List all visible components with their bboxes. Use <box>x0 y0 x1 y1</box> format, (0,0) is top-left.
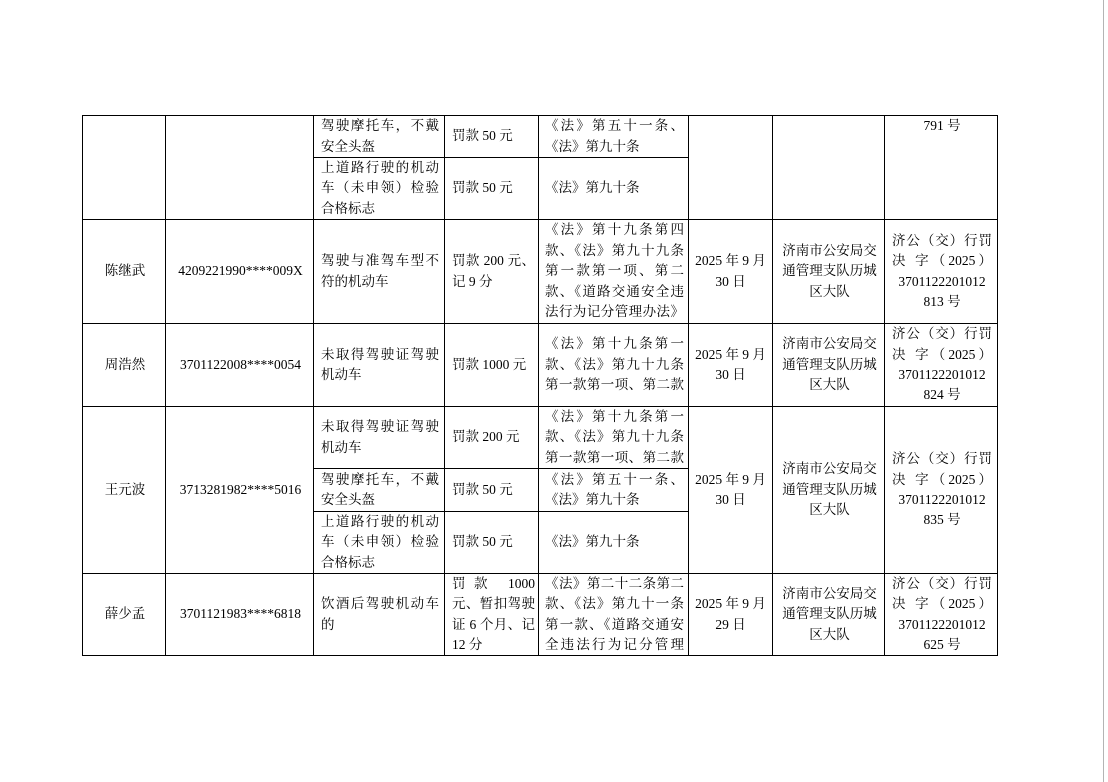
violation-line: 未取得驾驶证驾驶 <box>321 346 439 362</box>
authority-cell <box>773 324 885 407</box>
authority-line: 通管理支队历城 <box>782 356 877 372</box>
legal-basis-line: 款、《道路交通安全违 <box>545 283 684 299</box>
violation-cell <box>314 158 445 220</box>
penalty-line: 罚款 200 元 <box>452 429 520 445</box>
authority-line: 济南市公安局交 <box>782 461 877 477</box>
violation-cell <box>314 116 445 158</box>
legal-basis-line: 《法》第十九条第一 <box>545 336 684 352</box>
authority-cell <box>773 116 885 220</box>
penalty-line: 罚款 1000 <box>452 575 535 591</box>
id-number: 3701121983****6818 <box>180 606 301 622</box>
penalty-table <box>82 115 998 656</box>
id-number: 4209221990****009X <box>178 263 303 279</box>
legal-basis-line: 《法》第九十条 <box>545 138 640 154</box>
legal-basis-cell <box>539 116 689 158</box>
legal-basis-cell <box>539 324 689 407</box>
date-line: 2025 年 9 月 <box>695 471 766 487</box>
violation-line: 合格标志 <box>321 200 375 216</box>
penalty-line: 罚款 50 元 <box>452 128 513 144</box>
authority-line: 区大队 <box>809 502 850 518</box>
authority-cell <box>773 407 885 574</box>
penalty-line: 罚款 1000 元 <box>452 356 527 372</box>
person-name: 王元波 <box>104 481 146 497</box>
date-line: 2025 年 9 月 <box>695 596 766 612</box>
authority-cell <box>773 220 885 324</box>
page-edge <box>1103 0 1104 782</box>
legal-basis-line: 《法》第九十条 <box>545 492 640 507</box>
legal-basis-cell <box>539 158 689 220</box>
authority-cell <box>773 574 885 656</box>
penalty-cell <box>445 407 539 469</box>
penalty-cell <box>445 158 539 220</box>
legal-basis-line: 款、《法》第九十九条 <box>545 356 684 372</box>
legal-basis-line: 款、《法》第九十九条 <box>545 242 684 258</box>
legal-basis-line: 全违法行为记分管理 <box>545 636 684 652</box>
person-name: 陈继武 <box>104 263 146 279</box>
violation-line: 上道路行驶的机动 <box>321 513 439 529</box>
penalty-line: 罚款 50 元 <box>452 180 513 196</box>
decision-number-cell <box>885 574 998 656</box>
penalty-line: 罚款 50 元 <box>452 534 513 550</box>
violation-line: 未取得驾驶证驾驶 <box>321 419 439 435</box>
violation-line: 合格标志 <box>321 554 375 570</box>
violation-line: 符的机动车 <box>321 273 389 289</box>
authority-line: 区大队 <box>809 377 850 393</box>
name-cell <box>83 407 166 574</box>
decision-number-line: 决 字（2025） <box>892 596 992 612</box>
decision-number-line: 决 字（2025） <box>892 346 992 362</box>
decision-number-line: 824 号 <box>923 387 961 403</box>
penalty-cell <box>445 324 539 407</box>
violation-cell <box>314 324 445 407</box>
penalty-cell <box>445 574 539 656</box>
decision-number-line: 济公（交）行罚 <box>892 451 992 467</box>
name-cell <box>83 324 166 407</box>
legal-basis-cell <box>539 469 689 512</box>
penalty-line: 罚款 200 元、 <box>452 253 535 269</box>
date-cell <box>689 220 773 324</box>
date-cell <box>689 116 773 220</box>
date-line: 2025 年 9 月 <box>695 253 766 269</box>
penalty-line: 证 6 个月、记 <box>452 616 535 632</box>
authority-line: 区大队 <box>809 283 850 299</box>
decision-number-line: 决 字（2025） <box>892 471 992 487</box>
name-cell <box>83 574 166 656</box>
date-line: 2025 年 9 月 <box>695 346 766 362</box>
violation-line: 上道路行驶的机动 <box>321 159 439 175</box>
penalty-line: 12 分 <box>452 636 483 652</box>
legal-basis-cell <box>539 574 689 656</box>
authority-line: 济南市公安局交 <box>782 336 877 352</box>
penalty-cell <box>445 512 539 574</box>
violation-cell <box>314 407 445 469</box>
authority-line: 济南市公安局交 <box>782 242 877 258</box>
decision-number-line: 813 号 <box>923 293 961 309</box>
person-name: 周浩然 <box>104 356 146 372</box>
penalty-cell <box>445 116 539 158</box>
violation-line: 驾驶与准驾车型不 <box>321 253 439 269</box>
authority-line: 通管理支队历城 <box>782 481 877 497</box>
id-number-cell <box>166 116 314 220</box>
legal-basis-line: 《法》第十九条第一 <box>545 408 684 424</box>
penalty-line: 记 9 分 <box>452 273 493 289</box>
date-line: 29 日 <box>715 616 746 632</box>
penalty-cell <box>445 469 539 512</box>
legal-basis-line: 《法》第五十一条、 <box>545 118 684 134</box>
authority-line: 通管理支队历城 <box>782 606 877 622</box>
legal-basis-line: 《法》第九十条 <box>545 180 640 196</box>
date-cell <box>689 574 773 656</box>
decision-number-line: 835 号 <box>923 512 961 528</box>
decision-number-cell <box>885 220 998 324</box>
authority-line: 通管理支队历城 <box>782 263 877 279</box>
legal-basis-line: 款、《法》第九十一条 <box>545 596 684 612</box>
name-cell <box>83 116 166 220</box>
id-number-cell <box>166 574 314 656</box>
date-line: 30 日 <box>715 492 746 507</box>
id-number-cell <box>166 324 314 407</box>
date-line: 30 日 <box>715 273 746 289</box>
violation-line: 安全头盔 <box>321 492 375 507</box>
id-number-cell <box>166 407 314 574</box>
decision-number-line: 3701122201012 <box>898 492 986 507</box>
violation-line: 车（未申领）检验 <box>321 180 439 196</box>
date-cell <box>689 407 773 574</box>
legal-basis-line: 《法》第十九条第四 <box>545 222 684 238</box>
id-number: 3701122008****0054 <box>180 356 301 372</box>
legal-basis-line: 第一款第一项、第二款 <box>545 377 684 393</box>
legal-basis-line: 《法》第二十二条第二 <box>545 575 684 591</box>
violation-line: 驾驶摩托车，不戴 <box>321 471 439 487</box>
authority-line: 区大队 <box>809 626 850 642</box>
decision-number-line: 济公（交）行罚 <box>892 326 992 342</box>
penalty-line: 元、暂扣驾驶 <box>452 596 535 612</box>
decision-number-line: 决 字（2025） <box>892 253 992 269</box>
legal-basis-line: 第一款第一项、第二 <box>545 263 684 279</box>
violation-cell <box>314 469 445 512</box>
decision-number-line: 济公（交）行罚 <box>892 575 992 591</box>
decision-number-line: 3701122201012 <box>898 367 986 382</box>
decision-number-cell <box>885 116 998 220</box>
violation-line: 机动车 <box>321 367 362 382</box>
decision-number-cell <box>885 407 998 574</box>
decision-number-line: 3701122201012 <box>898 616 986 632</box>
violation-line: 机动车 <box>321 439 362 455</box>
legal-basis-line: 第一款、《道路交通安 <box>545 616 684 632</box>
legal-basis-line: 款、《法》第九十九条 <box>545 429 684 445</box>
violation-line: 饮酒后驾驶机动车 <box>321 596 439 612</box>
decision-number-line: 791 号 <box>923 118 961 133</box>
violation-line: 驾驶摩托车，不戴 <box>321 118 439 134</box>
legal-basis-cell <box>539 407 689 469</box>
violation-line: 车（未申领）检验 <box>321 534 439 550</box>
id-number: 3713281982****5016 <box>179 481 302 497</box>
date-line: 30 日 <box>715 367 746 382</box>
violation-line: 的 <box>321 616 335 632</box>
authority-line: 济南市公安局交 <box>782 585 877 601</box>
decision-number-line: 济公（交）行罚 <box>892 232 992 248</box>
penalty-cell <box>445 220 539 324</box>
person-name: 薛少孟 <box>104 606 146 622</box>
violation-line: 安全头盔 <box>321 138 375 154</box>
legal-basis-line: 《法》第九十条 <box>545 534 640 550</box>
violation-cell <box>314 574 445 656</box>
legal-basis-line: 《法》第五十一条、 <box>545 471 684 487</box>
legal-basis-cell <box>539 220 689 324</box>
decision-number-line: 3701122201012 <box>898 273 986 289</box>
violation-cell <box>314 220 445 324</box>
legal-basis-cell <box>539 512 689 574</box>
penalty-line: 罚款 50 元 <box>452 481 513 497</box>
id-number-cell <box>166 220 314 324</box>
decision-number-line: 625 号 <box>923 636 961 652</box>
date-cell <box>689 324 773 407</box>
legal-basis-line: 法行为记分管理办法》 <box>545 304 684 320</box>
decision-number-cell <box>885 324 998 407</box>
violation-cell <box>314 512 445 574</box>
legal-basis-line: 第一款第一项、第二款 <box>545 449 684 465</box>
name-cell <box>83 220 166 324</box>
